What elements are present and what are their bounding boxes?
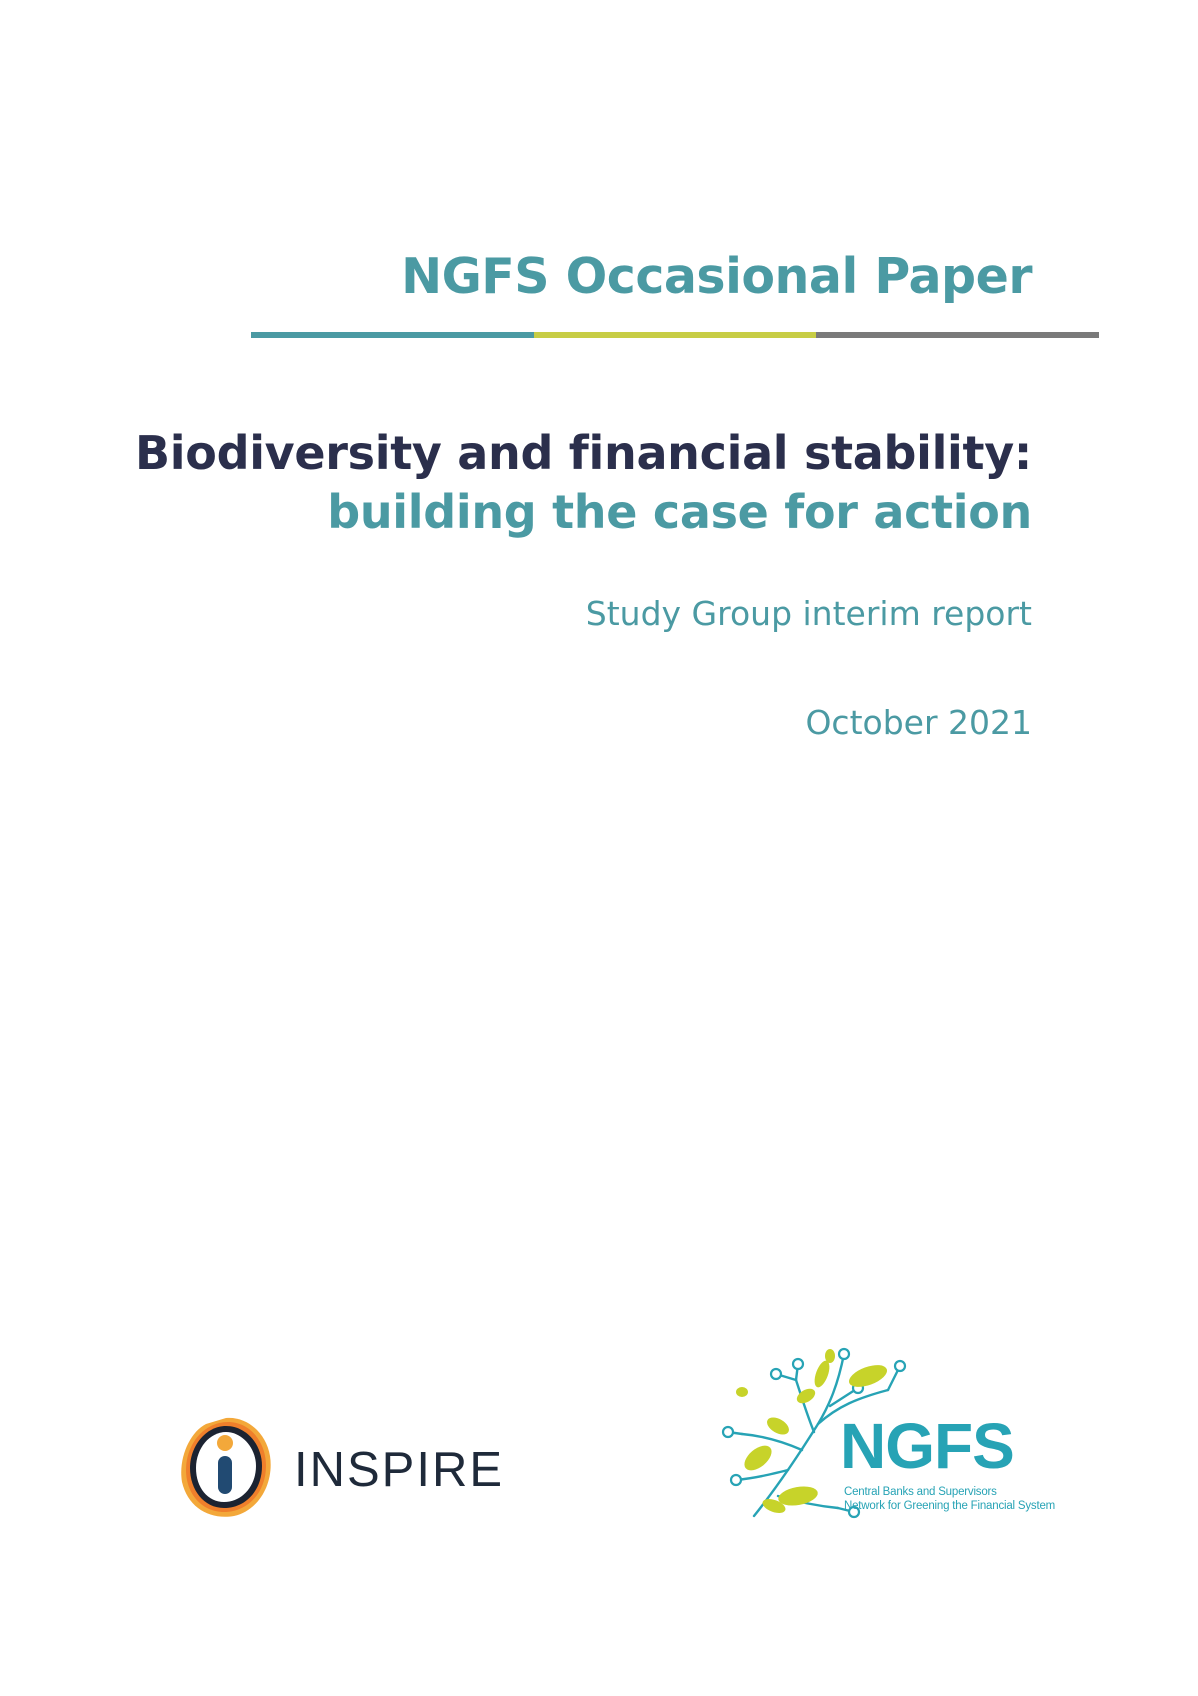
rule-segment-grey: [816, 332, 1099, 338]
title-line-1: Biodiversity and financial stability:: [135, 426, 1032, 480]
ngfs-logo: [718, 1346, 1056, 1526]
series-label: NGFS Occasional Paper: [401, 248, 1032, 305]
ngfs-wordmark: NGFS: [840, 1410, 1014, 1482]
report-subtitle: Study Group interim report: [585, 594, 1032, 633]
ngfs-tagline-1: Central Banks and Supervisors: [844, 1486, 997, 1498]
tricolor-rule: [251, 332, 1099, 338]
report-date: October 2021: [805, 703, 1032, 742]
inspire-logo: [176, 1412, 516, 1522]
inspire-i-icon: [176, 1412, 276, 1522]
inspire-wordmark: INSPIRE: [294, 1443, 505, 1497]
rule-segment-teal: [251, 332, 534, 338]
rule-segment-lime: [534, 332, 817, 338]
ngfs-tagline-2: Network for Greening the Financial System: [844, 1500, 1056, 1512]
title-line-2: building the case for action: [327, 485, 1032, 539]
report-title: [135, 424, 1032, 542]
